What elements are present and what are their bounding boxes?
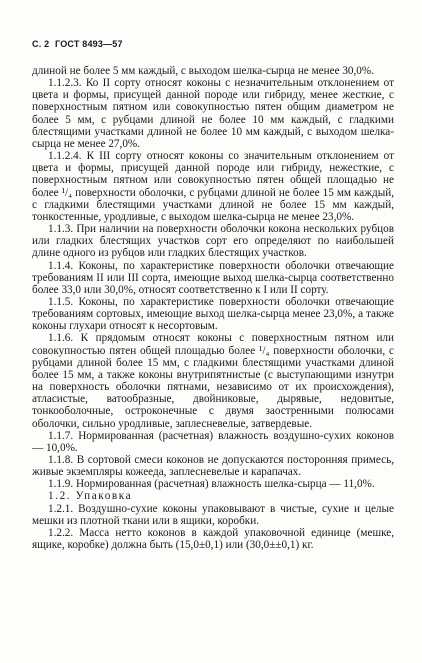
page-header	[32, 38, 123, 50]
document-body	[32, 65, 394, 551]
paragraph-1-1-2-3: 1.1.2.3. Ко II сорту относят коконы с незначительным отклонением от цвета и формы, присущей данной породе или гибриду, менее жесткие, с поверхностным пятном или совокупностью пятен общим диаметром не более 5 мм, с рубцами длиной не более 10 мм каждый, с гладкими блестящими участками длиной не более 10 мм каждый, с выходом шелка-сырца не менее 27,0%.	[32, 77, 394, 150]
paragraph-1-1-6: 1.1.6. К прядомым относят коконы с поверхностным пятном или совокупностью пятен общей площадью более ¹/₄ поверхности оболочки, с рубцами длиной более 15 мм, с гладкими блестящими участками длиной более 15 мм, а также коконы внутрипятнистые (с выступающими изнутри на поверхность оболочки пятнами, независимо от их происхождения), атласистые, ватообразные, двойниковые, дырявые, недовитые, тонкооболочные, остроконечные с двумя заостренными полюсами оболочки, сильно уродливые, заплесневелые, затвердевые.	[32, 332, 394, 430]
paragraph-1-1-8: 1.1.8. В сортовой смеси коконов не допускаются посторонняя примесь, живые экземпляры кожееда, заплесневелые и карапачах.	[32, 454, 394, 479]
paragraph-1-1-7: 1.1.7. Нормированная (расчетная) влажность воздушно-сухих коконов — 10,0%.	[32, 429, 394, 454]
paragraph-1-1-9: 1.1.9. Нормированная (расчетная) влажность шелка-сырца — 11,0%.	[48, 478, 375, 491]
section-heading-packaging: 1.2. Упаковка	[48, 490, 133, 503]
paragraph-continuation: длиной не более 5 мм каждый, с выходом шелка-сырца не менее 30,0%.	[32, 65, 375, 77]
page-number: С. 2	[32, 39, 50, 49]
paragraph-1-1-3: 1.1.3. При наличии на поверхности оболочки кокона нескольких рубцов или гладких блестящих участков сорт его определяют по наибольшей длине одного из рубцов или гладких блестящих участков.	[32, 223, 394, 260]
paragraph-1-1-5: 1.1.5. Коконы, по характеристике поверхности оболочки отвечающие требованиям сортовых, имеющие выход шелка-сырца менее 23,0%, а также коконы глухари относят к несортовым.	[32, 295, 394, 333]
standard-number: ГОСТ 8493—57	[55, 39, 123, 49]
paragraph-1-1-4: 1.1.4. Коконы, по характеристике поверхности оболочки отвечающие требованиям II или III сорта, имеющие выход шелка-сырца соответственно более 33,0 или 30,0%, относят соответственно к I или II сорту.	[32, 259, 394, 296]
paragraph-1-2-1: 1.2.1. Воздушно-сухие коконы упаковывают в чистые, сухие и целые мешки из плотной ткани или в ящики, коробки.	[32, 502, 394, 527]
paragraph-1-1-2-4: 1.1.2.4. К III сорту относят коконы со значительным отклонением от цвета и формы, присущей данной породе или гибриду, нежесткие, с поверхностным пятном или совокупностью пятен общей площадью не более ¹/₄ поверхности оболочки, с рубцами длиной не более 15 мм каждый, с гладкими блестящими участками длиной не более 15 мм каждый, тонкостенные, уродливые, с выходом шелка-сырца не менее 23,0%.	[32, 150, 394, 223]
paragraph-1-2-2: 1.2.2. Масса нетто коконов в каждой упаковочной единице (мешке, ящике, коробке) должна быть (15,0±0,1) или (30,0±±0,1) кг.	[32, 526, 394, 552]
